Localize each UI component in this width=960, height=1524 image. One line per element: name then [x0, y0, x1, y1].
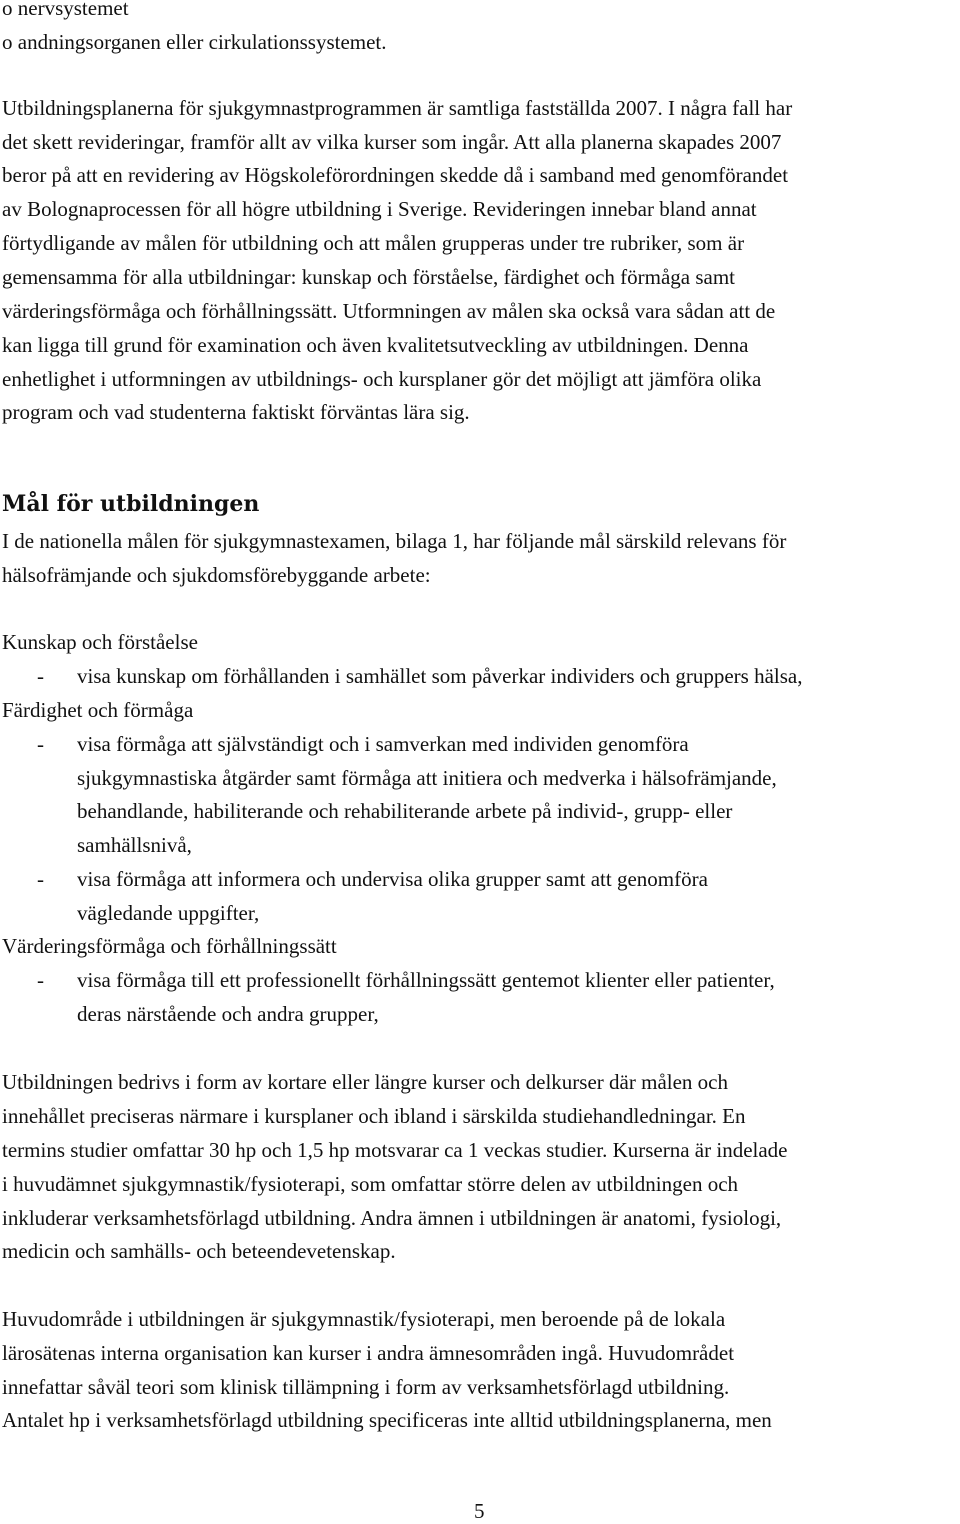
list-dash: - [37, 732, 44, 756]
list-item: o nervsystemet [2, 0, 129, 20]
goal-item-line: behandlande, habiliterande och rehabiliterande arbete på individ-, grupp- eller [77, 799, 733, 823]
paragraph-line: Antalet hp i verksamhetsförlagd utbildning specificeras inte alltid utbildningsplanerna, men [2, 1408, 772, 1432]
paragraph-line: Utbildningsplanerna för sjukgymnastprogrammen är samtliga fastställda 2007. I några fall har [2, 96, 793, 120]
goal-item-line: samhällsnivå, [77, 833, 192, 857]
page-number: 5 [474, 1499, 485, 1523]
paragraph-line: enhetlighet i utformningen av utbildnings- och kursplaner gör det möjligt att jämföra olika [2, 367, 762, 391]
list-item: o andningsorganen eller cirkulationssystemet. [2, 30, 387, 54]
paragraph-line: lärosätenas interna organisation kan kurser i andra ämnesområden ingå. Huvudområdet [2, 1341, 735, 1365]
paragraph-line: värderingsförmåga och förhållningssätt. Utformningen av målen ska också vara sådan att de [2, 299, 776, 323]
goal-category-title: Färdighet och förmåga [2, 698, 194, 722]
paragraph-line: det skett revideringar, framför allt av vilka kurser som ingår. Att alla planerna skapades 2007 [2, 130, 782, 154]
goal-item-line: deras närstående och andra grupper, [77, 1002, 379, 1026]
paragraph-line: av Bolognaprocessen för all högre utbildning i Sverige. Revideringen innebar bland annat [2, 197, 757, 221]
paragraph-line: inkluderar verksamhetsförlagd utbildning. Andra ämnen i utbildningen är anatomi, fysiologi, [2, 1206, 782, 1230]
goal-item-line: visa förmåga att informera och undervisa olika grupper samt att genomföra [77, 867, 708, 891]
paragraph-line: beror på att en revidering av Högskoleförordningen skedde då i samband med genomförandet [2, 163, 789, 187]
section-heading: Mål för utbildningen [2, 491, 260, 517]
paragraph-line: I de nationella målen för sjukgymnastexamen, bilaga 1, har följande mål särskild relevans för [2, 529, 787, 553]
list-dash: - [37, 867, 44, 891]
goal-item-line: sjukgymnastiska åtgärder samt förmåga att initiera och medverka i hälsofrämjande, [77, 766, 777, 790]
paragraph-line: innefattar såväl teori som klinisk tillämpning i form av verksamhetsförlagd utbildning. [2, 1375, 730, 1399]
paragraph-line: Utbildningen bedrivs i form av kortare eller längre kurser och delkurser där målen och [2, 1070, 728, 1094]
goal-item-line: visa förmåga att självständigt och i samverkan med individen genomföra [77, 732, 689, 756]
list-dash: - [37, 968, 44, 992]
paragraph-line: i huvudämnet sjukgymnastik/fysioterapi, som omfattar större delen av utbildningen och [2, 1172, 739, 1196]
paragraph-line: termins studier omfattar 30 hp och 1,5 hp motsvarar ca 1 veckas studier. Kurserna är indelade [2, 1138, 788, 1162]
paragraph-line: innehållet preciseras närmare i kursplaner och ibland i särskilda studiehandledningar. En [2, 1104, 746, 1128]
list-dash: - [37, 664, 44, 688]
goal-item-line: visa kunskap om förhållanden i samhället som påverkar individers och gruppers hälsa, [77, 664, 803, 688]
paragraph-line: förtydligande av målen för utbildning och att målen grupperas under tre rubriker, som är [2, 231, 745, 255]
paragraph-line: hälsofrämjande och sjukdomsförebyggande arbete: [2, 563, 431, 587]
goal-item-line: visa förmåga till ett professionellt förhållningssätt gentemot klienter eller patienter, [77, 968, 775, 992]
goal-item-line: vägledande uppgifter, [77, 901, 260, 925]
paragraph-line: kan ligga till grund för examination och även kvalitetsutveckling av utbildningen. Denna [2, 333, 749, 357]
paragraph-line: medicin och samhälls- och beteendevetenskap. [2, 1239, 396, 1263]
goal-category-title: Kunskap och förståelse [2, 630, 198, 654]
paragraph-line: gemensamma för alla utbildningar: kunskap och förståelse, färdighet och förmåga samt [2, 265, 736, 289]
goal-category-title: Värderingsförmåga och förhållningssätt [2, 934, 337, 958]
paragraph-line: Huvudområde i utbildningen är sjukgymnastik/fysioterapi, men beroende på de lokala [2, 1307, 726, 1331]
paragraph-line: program och vad studenterna faktiskt förväntas lära sig. [2, 400, 470, 424]
